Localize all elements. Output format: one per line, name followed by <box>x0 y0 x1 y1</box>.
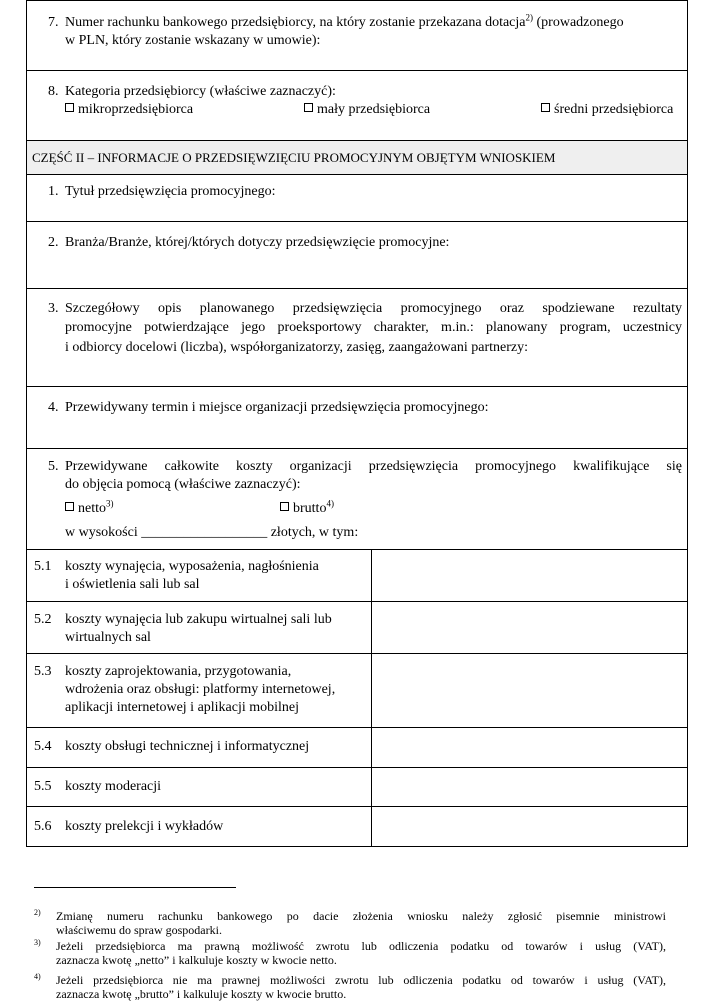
brutto-option[interactable] <box>280 500 334 518</box>
total-costs-row <box>27 449 687 550</box>
cost-number: 5.5 <box>34 779 52 794</box>
cost-value-cell[interactable] <box>372 768 687 806</box>
netto-option[interactable] <box>65 500 114 518</box>
section-title: CZĘŚĆ II – INFORMACJE O PRZEDSIĘWZIĘCIU PROMOCYJNYM OBJĘTYM WNIOSKIEM <box>32 150 556 165</box>
cost-label-cell <box>27 807 372 846</box>
footnote-ref: 4) <box>326 498 334 509</box>
footnote-text-line1: Jeżeli przedsiębiorca nie ma prawnej możliwości zwrotu lub odliczenia podatku od towarów i usług (VAT), <box>56 973 666 987</box>
cost-number: 5.2 <box>34 612 52 627</box>
date-place-row <box>27 387 687 449</box>
checkbox-icon[interactable] <box>65 103 74 112</box>
industry-label: Branża/Branże, której/których dotyczy przedsięwzięcie promocyjne: <box>65 235 450 250</box>
footnote-text-line2: zaznacza kwotę „brutto” i kalkuluje koszty w kwocie brutto. <box>56 987 347 1001</box>
category-option-medium[interactable] <box>541 101 673 119</box>
description-line2: promocyjne potwierdzające jego proeksportowy charakter, m.in.: planowany program, uczestnicy <box>65 320 682 335</box>
application-form <box>26 0 688 847</box>
cost-row <box>27 654 687 728</box>
item-number: 2. <box>48 235 59 250</box>
total-costs-line2: do objęcia pomocą (właściwe zaznaczyć): <box>65 477 301 492</box>
cost-row <box>27 768 687 807</box>
checkbox-icon[interactable] <box>304 103 313 112</box>
footnote-mark: 4) <box>34 972 41 981</box>
total-costs-line1: Przewidywane całkowite koszty organizacji przedsięwzięcia promocyjnego kwalifikujące się <box>65 459 682 474</box>
cost-row <box>27 728 687 768</box>
bank-account-label <box>65 14 685 32</box>
checkbox-icon[interactable] <box>65 502 74 511</box>
cost-label-cell <box>27 550 372 601</box>
cost-label-cell <box>27 728 372 767</box>
description-line1: Szczegółowy opis planowanego przedsięwzięcia promocyjnego oraz spodziewane rezultaty <box>65 301 682 316</box>
cost-label-line1: koszty wynajęcia, wyposażenia, nagłośnienia <box>65 559 319 574</box>
part2-header <box>27 141 687 175</box>
bank-account-label-text-2: (prowadzonego <box>533 15 624 30</box>
footnote-text-line1: Zmianę numeru rachunku bankowego po dacie złożenia wniosku należy zgłosić pisemnie ministrowi <box>56 909 666 923</box>
cost-row <box>27 550 687 602</box>
project-description-row <box>27 289 687 387</box>
bank-account-label-text: Numer rachunku bankowego przedsiębiorcy, na który zostanie przekazana dotacja <box>65 15 526 30</box>
cost-label-cell <box>27 602 372 653</box>
checkbox-icon[interactable] <box>541 103 550 112</box>
item-number: 8. <box>48 84 59 99</box>
cost-number: 5.4 <box>34 739 52 754</box>
form-top-border <box>26 0 688 1</box>
industry-row <box>27 222 687 289</box>
footnote <box>34 973 666 1001</box>
footnote-mark: 3) <box>34 938 41 947</box>
description-line3: i odbiorcy docelowi (liczba), współorganizatorzy, zasięg, zaangażowani partnerzy: <box>65 340 528 355</box>
item-number: 5. <box>48 459 59 474</box>
item-number: 3. <box>48 301 59 316</box>
option-label: mały przedsiębiorca <box>317 102 431 117</box>
footnote-ref: 3) <box>106 498 114 509</box>
cost-label-line1: koszty moderacji <box>65 779 162 794</box>
cost-label-line2: i oświetlenia sali lub sal <box>65 577 200 592</box>
cost-label-line1: koszty prelekcji i wykładów <box>65 819 224 834</box>
bank-account-row <box>27 0 687 71</box>
category-option-micro[interactable] <box>65 101 193 119</box>
cost-number: 5.6 <box>34 819 52 834</box>
cost-number: 5.3 <box>34 664 52 679</box>
cost-label-line1: koszty wynajęcia lub zakupu wirtualnej sali lub <box>65 612 332 627</box>
footnote-separator <box>34 887 236 888</box>
footnote-ref: 2) <box>525 12 534 23</box>
bank-account-label-line2: w PLN, który zostanie wskazany w umowie): <box>65 33 321 48</box>
cost-value-cell[interactable] <box>372 807 687 846</box>
cost-value-cell[interactable] <box>372 602 687 653</box>
project-title-row <box>27 175 687 222</box>
item-number: 1. <box>48 184 59 199</box>
item-number: 7. <box>48 15 59 30</box>
cost-label-line3: aplikacji internetowej i aplikacji mobilnej <box>65 700 300 715</box>
footnote-text-line1: Jeżeli przedsiębiorca ma prawną możliwość zwrotu lub odliczenia podatku od towarów i usług (VAT), <box>56 939 666 953</box>
cost-value-cell[interactable] <box>372 550 687 601</box>
footnote-text-line2: właściwemu do spraw gospodarki. <box>56 923 222 937</box>
cost-number: 5.1 <box>34 559 52 574</box>
item-number: 4. <box>48 400 59 415</box>
cost-value-cell[interactable] <box>372 728 687 767</box>
footnote <box>34 909 666 937</box>
cost-label-line2: wdrożenia oraz obsługi: platformy internetowej, <box>65 682 336 697</box>
cost-label-line1: koszty zaprojektowania, przygotowania, <box>65 664 292 679</box>
enterprise-category-row <box>27 71 687 141</box>
checkbox-icon[interactable] <box>280 502 289 511</box>
option-label: mikroprzedsiębiorca <box>78 102 194 117</box>
netto-label: netto <box>78 501 106 516</box>
cost-value-cell[interactable] <box>372 654 687 727</box>
cost-label-cell <box>27 768 372 806</box>
enterprise-category-label: Kategoria przedsiębiorcy (właściwe zaznaczyć): <box>65 84 336 99</box>
footnote-text-line2: zaznacza kwotę „netto” i kalkuluje koszty w kwocie netto. <box>56 953 337 967</box>
cost-label-cell <box>27 654 372 727</box>
date-place-label: Przewidywany termin i miejsce organizacji przedsięwzięcia promocyjnego: <box>65 400 489 415</box>
project-title-label: Tytuł przedsięwzięcia promocyjnego: <box>65 184 276 199</box>
cost-label-line2: wirtualnych sal <box>65 630 151 645</box>
cost-label-line1: koszty obsługi technicznej i informatycznej <box>65 739 310 754</box>
amount-field[interactable]: w wysokości __________________ złotych, w tym: <box>65 525 359 540</box>
footnote <box>34 939 666 967</box>
cost-row <box>27 807 687 847</box>
brutto-label: brutto <box>293 501 327 516</box>
option-label: średni przedsiębiorca <box>554 102 674 117</box>
category-option-small[interactable] <box>304 101 430 119</box>
footnote-mark: 2) <box>34 908 41 917</box>
cost-row <box>27 602 687 654</box>
